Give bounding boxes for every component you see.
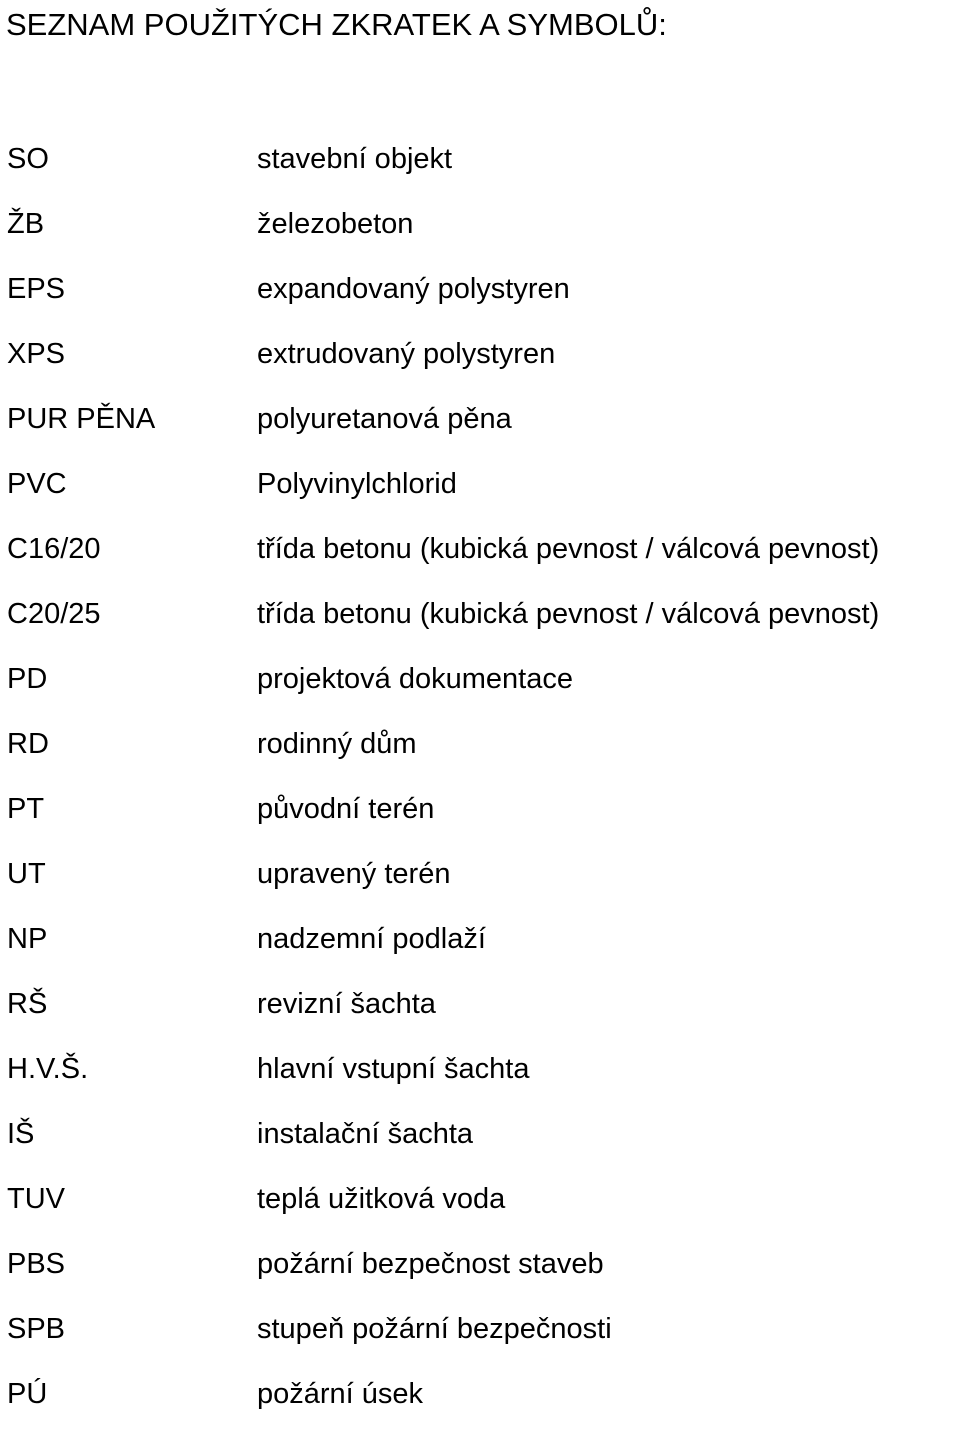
list-item — [0, 202, 960, 267]
list-item — [0, 722, 960, 787]
abbreviation-meaning: původní terén — [257, 793, 435, 825]
list-item — [0, 1307, 960, 1372]
abbreviation: PBS — [7, 1248, 66, 1280]
abbreviation-meaning: projektová dokumentace — [257, 663, 573, 695]
abbreviation: PD — [7, 663, 48, 695]
abbreviation-meaning: revizní šachta — [257, 988, 436, 1020]
abbreviation-meaning: stavební objekt — [257, 143, 453, 175]
abbreviation-meaning: extrudovaný polystyren — [257, 338, 556, 370]
list-item — [0, 527, 960, 592]
abbreviation-list — [0, 137, 960, 1437]
abbreviation: RD — [7, 728, 49, 760]
abbreviation: IŠ — [7, 1118, 35, 1150]
abbreviation: TUV — [7, 1183, 65, 1215]
list-item — [0, 1112, 960, 1177]
abbreviation: C20/25 — [7, 598, 101, 630]
list-item — [0, 462, 960, 527]
abbreviation: ŽB — [7, 208, 45, 240]
abbreviation: PVC — [7, 468, 67, 500]
list-item — [0, 1177, 960, 1242]
list-item — [0, 397, 960, 462]
abbreviation-meaning: nadzemní podlaží — [257, 923, 486, 955]
abbreviation: PT — [7, 793, 45, 825]
abbreviation-meaning: požární úsek — [257, 1378, 424, 1410]
abbreviation: PÚ — [7, 1378, 48, 1410]
list-item — [0, 1242, 960, 1307]
page-title: SEZNAM POUŽITÝCH ZKRATEK A SYMBOLŮ: — [6, 7, 667, 42]
abbreviation-meaning: hlavní vstupní šachta — [257, 1053, 530, 1085]
abbreviation-meaning: železobeton — [257, 208, 414, 240]
abbreviation: SPB — [7, 1313, 66, 1345]
abbreviation-meaning: třída betonu (kubická pevnost / válcová pevnost) — [257, 598, 880, 630]
abbreviation-meaning: teplá užitková voda — [257, 1183, 506, 1215]
abbreviation-meaning: rodinný dům — [257, 728, 417, 760]
list-item — [0, 982, 960, 1047]
abbreviation-meaning: instalační šachta — [257, 1118, 474, 1150]
abbreviation: C16/20 — [7, 533, 101, 565]
list-item — [0, 332, 960, 397]
abbreviation-meaning: upravený terén — [257, 858, 451, 890]
abbreviation-meaning: polyuretanová pěna — [257, 403, 512, 435]
abbreviation: UT — [7, 858, 46, 890]
list-item — [0, 592, 960, 657]
abbreviation-meaning: stupeň požární bezpečnosti — [257, 1313, 612, 1345]
list-item — [0, 917, 960, 982]
abbreviation: RŠ — [7, 988, 48, 1020]
abbreviation: PUR PĚNA — [7, 403, 156, 435]
abbreviation: H.V.Š. — [7, 1053, 89, 1085]
list-item — [0, 267, 960, 332]
list-item — [0, 1372, 960, 1437]
abbreviation: SO — [7, 143, 49, 175]
abbreviation: EPS — [7, 273, 66, 305]
abbreviation-meaning: požární bezpečnost staveb — [257, 1248, 604, 1280]
list-item — [0, 657, 960, 722]
list-item — [0, 787, 960, 852]
list-item — [0, 1047, 960, 1112]
abbreviation-meaning: třída betonu (kubická pevnost / válcová pevnost) — [257, 533, 880, 565]
abbreviation-meaning: expandovaný polystyren — [257, 273, 570, 305]
abbreviation: XPS — [7, 338, 66, 370]
abbreviation-meaning: Polyvinylchlorid — [257, 468, 457, 500]
abbreviation: NP — [7, 923, 48, 955]
list-item — [0, 852, 960, 917]
list-item — [0, 137, 960, 202]
